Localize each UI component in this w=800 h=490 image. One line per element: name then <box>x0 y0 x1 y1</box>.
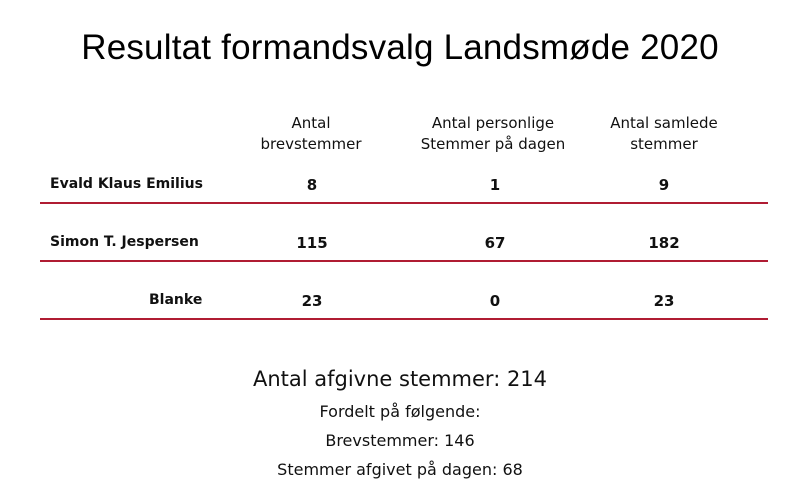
column-header-postal-votes <box>216 113 406 155</box>
column-header-total-votes <box>569 113 759 155</box>
row-divider <box>40 260 768 262</box>
cell-simon-total: 182 <box>648 234 680 252</box>
row-label-evald: Evald Klaus Emilius <box>50 176 203 192</box>
column-header-postal-votes-line2: brevstemmer <box>260 135 362 153</box>
cell-simon-postal: 115 <box>296 234 328 252</box>
column-header-total-votes-line2: stemmer <box>630 135 698 153</box>
cell-simon-personal: 67 <box>484 234 506 252</box>
cell-evald-postal: 8 <box>306 176 318 194</box>
cell-evald-total: 9 <box>658 176 670 194</box>
summary-on-day-votes: Stemmer afgivet på dagen: 68 <box>277 460 523 479</box>
row-divider <box>40 318 768 320</box>
cell-blanke-total: 23 <box>653 292 675 310</box>
column-header-personal-votes-line1: Antal personlige <box>431 114 555 132</box>
column-header-personal-votes-line2: Stemmer på dagen <box>420 135 566 153</box>
row-divider <box>40 202 768 204</box>
row-label-blanke: Blanke <box>149 292 203 308</box>
column-header-total-votes-line1: Antal samlede <box>610 114 718 132</box>
slide-title: Resultat formandsvalg Landsmøde 2020 <box>81 28 719 67</box>
cell-evald-personal: 1 <box>489 176 501 194</box>
row-label-simon: Simon T. Jespersen <box>50 234 199 250</box>
column-header-postal-votes-line1: Antal <box>291 114 331 132</box>
cell-blanke-postal: 23 <box>301 292 323 310</box>
column-header-personal-votes <box>398 113 588 155</box>
cell-blanke-personal: 0 <box>489 292 501 310</box>
summary-postal-votes: Brevstemmer: 146 <box>325 431 475 450</box>
summary-breakdown-intro: Fordelt på følgende: <box>319 402 481 421</box>
summary-total-votes: Antal afgivne stemmer: 214 <box>252 367 548 391</box>
